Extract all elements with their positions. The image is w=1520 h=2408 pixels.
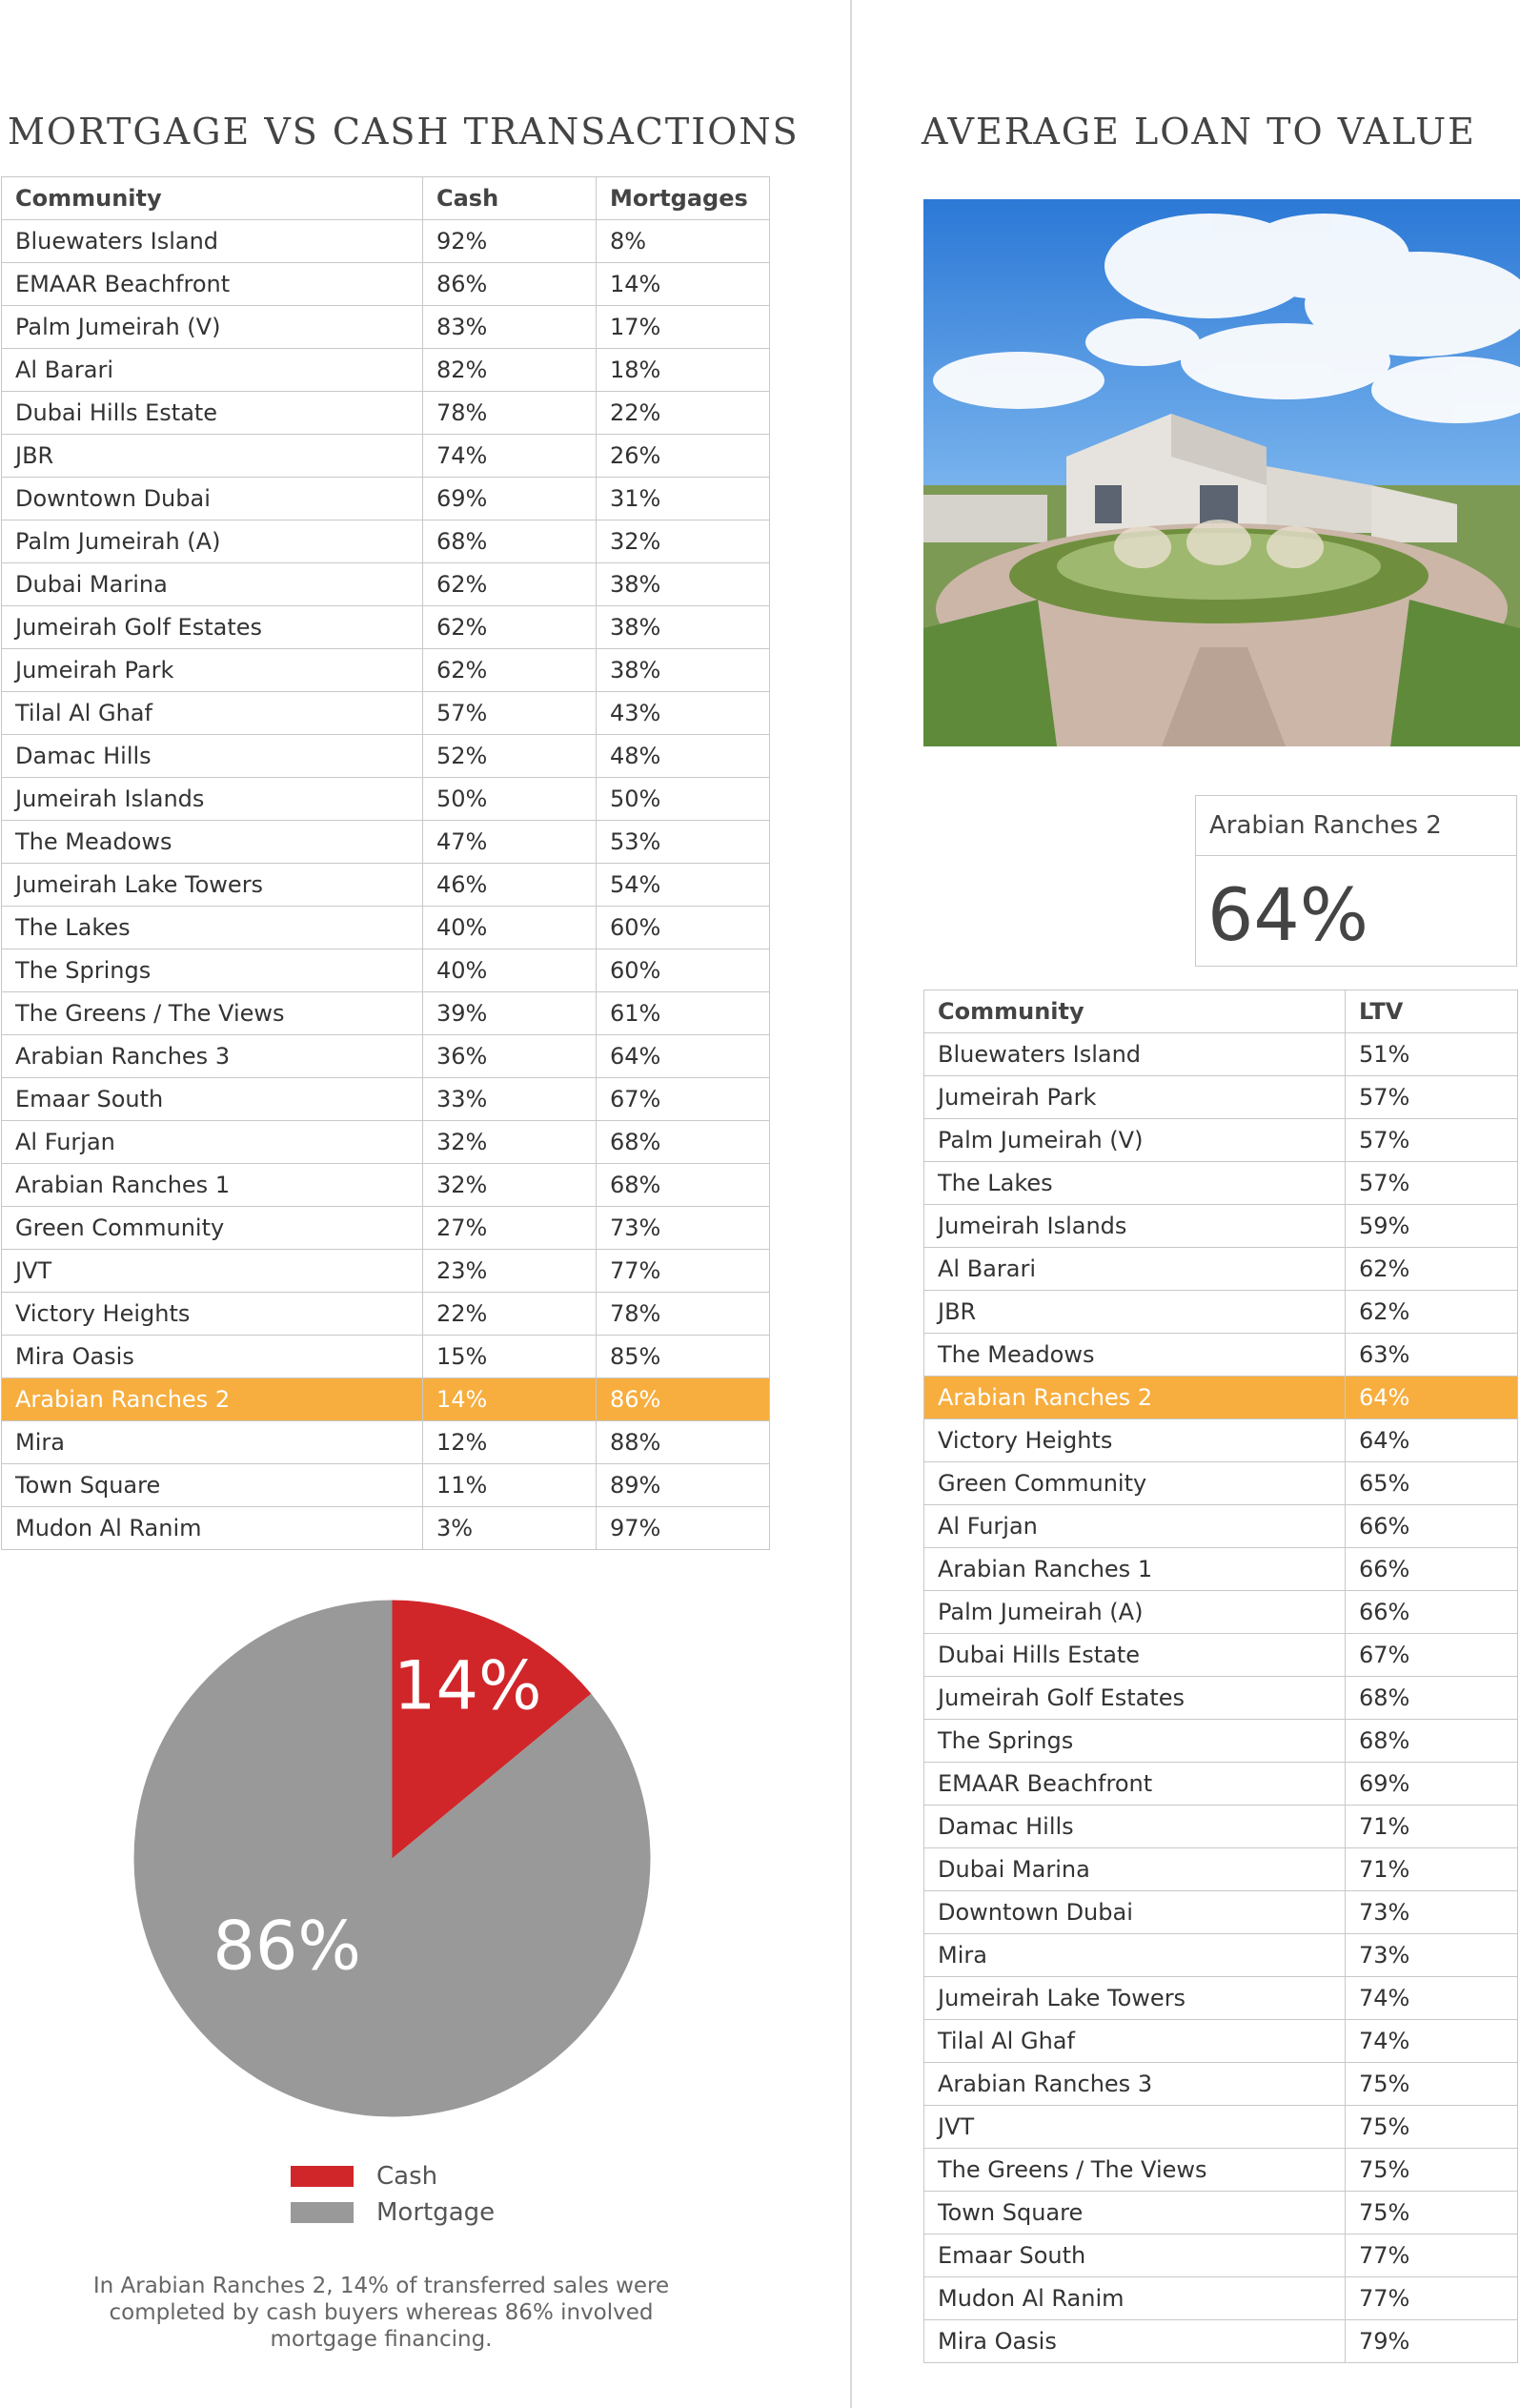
table-row	[2, 778, 770, 821]
community-cell: The Meadows	[2, 821, 423, 864]
column-divider	[850, 0, 852, 2408]
value-cell: 14%	[423, 1378, 597, 1421]
value-cell: 38%	[597, 649, 770, 692]
table-row	[924, 1119, 1518, 1162]
table-row	[924, 1462, 1518, 1505]
value-cell: 77%	[1346, 2235, 1518, 2277]
value-cell: 22%	[597, 392, 770, 435]
table-row	[2, 435, 770, 478]
table-row	[2, 263, 770, 306]
value-cell: 86%	[597, 1378, 770, 1421]
value-cell: 86%	[423, 263, 597, 306]
community-cell: Al Barari	[2, 349, 423, 392]
value-cell: 63%	[1346, 1334, 1518, 1377]
community-cell: Jumeirah Golf Estates	[2, 606, 423, 649]
value-cell: 78%	[423, 392, 597, 435]
value-cell: 74%	[1346, 2020, 1518, 2063]
table-header-row	[2, 177, 770, 220]
community-cell: Bluewaters Island	[924, 1033, 1346, 1076]
legend-label: Cash	[376, 2162, 438, 2191]
community-cell: JVT	[924, 2106, 1346, 2149]
table-row	[924, 1634, 1518, 1677]
table-row	[2, 1378, 770, 1421]
table-row	[924, 1891, 1518, 1934]
table-row	[924, 1934, 1518, 1977]
table-row	[924, 2063, 1518, 2106]
community-cell: Arabian Ranches 1	[2, 1164, 423, 1207]
value-cell: 40%	[423, 949, 597, 992]
community-cell: Dubai Hills Estate	[2, 392, 423, 435]
community-cell: Mira Oasis	[2, 1336, 423, 1378]
value-cell: 57%	[1346, 1076, 1518, 1119]
value-cell: 51%	[1346, 1033, 1518, 1076]
value-cell: 23%	[423, 1250, 597, 1293]
table-row	[2, 1164, 770, 1207]
table-row	[924, 1505, 1518, 1548]
value-cell: 8%	[597, 220, 770, 263]
community-cell: Damac Hills	[2, 735, 423, 778]
community-cell: EMAAR Beachfront	[2, 263, 423, 306]
community-cell: Mira	[924, 1934, 1346, 1977]
table-row	[2, 1035, 770, 1078]
table-row	[924, 1162, 1518, 1205]
community-cell: Mudon Al Ranim	[924, 2277, 1346, 2320]
value-cell: 50%	[597, 778, 770, 821]
community-cell: Jumeirah Lake Towers	[2, 864, 423, 907]
community-cell: Mira Oasis	[924, 2320, 1346, 2363]
table-row	[2, 949, 770, 992]
value-cell: 57%	[423, 692, 597, 735]
mortgage-cash-table	[1, 176, 770, 1550]
community-cell: Arabian Ranches 3	[924, 2063, 1346, 2106]
community-cell: Dubai Marina	[2, 563, 423, 606]
value-cell: 68%	[1346, 1720, 1518, 1763]
community-cell: Downtown Dubai	[2, 478, 423, 520]
table-row	[2, 1250, 770, 1293]
table-row	[2, 478, 770, 520]
table-row	[924, 1848, 1518, 1891]
value-cell: 79%	[1346, 2320, 1518, 2363]
table-row	[924, 2192, 1518, 2235]
table-row	[2, 821, 770, 864]
table-row	[2, 1336, 770, 1378]
table-row	[924, 1977, 1518, 2020]
community-cell: Tilal Al Ghaf	[2, 692, 423, 735]
value-cell: 36%	[423, 1035, 597, 1078]
value-cell: 68%	[423, 520, 597, 563]
value-cell: 77%	[597, 1250, 770, 1293]
community-cell: Town Square	[2, 1464, 423, 1507]
value-cell: 88%	[597, 1421, 770, 1464]
value-cell: 69%	[423, 478, 597, 520]
value-cell: 66%	[1346, 1505, 1518, 1548]
table-row	[924, 2235, 1518, 2277]
value-cell: 75%	[1346, 2106, 1518, 2149]
community-cell: Emaar South	[2, 1078, 423, 1121]
community-cell: The Springs	[924, 1720, 1346, 1763]
value-cell: 73%	[597, 1207, 770, 1250]
value-cell: 47%	[423, 821, 597, 864]
community-cell: Al Furjan	[2, 1121, 423, 1164]
value-cell: 82%	[423, 349, 597, 392]
table-row	[2, 349, 770, 392]
value-cell: 53%	[597, 821, 770, 864]
community-cell: Arabian Ranches 3	[2, 1035, 423, 1078]
value-cell: 73%	[1346, 1934, 1518, 1977]
table-row	[924, 1033, 1518, 1076]
value-cell: 67%	[1346, 1634, 1518, 1677]
table-row	[924, 2277, 1518, 2320]
highlight-ltv-value: 64%	[1207, 872, 1368, 957]
legend-item-mortgage	[291, 2194, 495, 2231]
value-cell: 57%	[1346, 1162, 1518, 1205]
table-row	[924, 1806, 1518, 1848]
community-cell: JBR	[924, 1291, 1346, 1334]
value-cell: 40%	[423, 907, 597, 949]
value-cell: 62%	[423, 606, 597, 649]
value-cell: 26%	[597, 435, 770, 478]
community-cell: JVT	[2, 1250, 423, 1293]
table-row	[924, 1720, 1518, 1763]
community-cell: Jumeirah Park	[2, 649, 423, 692]
community-cell: Jumeirah Park	[924, 1076, 1346, 1119]
community-cell: Bluewaters Island	[2, 220, 423, 263]
average-ltv-title: AVERAGE LOAN TO VALUE	[922, 111, 1476, 153]
community-cell: Palm Jumeirah (A)	[924, 1591, 1346, 1634]
table-row	[2, 907, 770, 949]
table-row	[2, 735, 770, 778]
value-cell: 73%	[1346, 1891, 1518, 1934]
value-cell: 61%	[597, 992, 770, 1035]
header-cash: Cash	[423, 177, 597, 220]
value-cell: 64%	[1346, 1377, 1518, 1419]
table-row	[924, 1334, 1518, 1377]
value-cell: 75%	[1346, 2192, 1518, 2235]
value-cell: 97%	[597, 1507, 770, 1550]
community-cell: Al Barari	[924, 1248, 1346, 1291]
value-cell: 71%	[1346, 1848, 1518, 1891]
cash-mortgage-pie-chart	[133, 1600, 651, 2117]
value-cell: 68%	[597, 1121, 770, 1164]
value-cell: 17%	[597, 306, 770, 349]
table-row	[924, 1205, 1518, 1248]
table-row	[924, 2106, 1518, 2149]
summary-note: In Arabian Ranches 2, 14% of transferred sales were completed by cash buyers whereas 86% involved mortgage financing.	[92, 2274, 670, 2352]
pie-label-mortgage: 86%	[213, 1907, 361, 1986]
header-community: Community	[924, 990, 1346, 1033]
table-row	[2, 606, 770, 649]
value-cell: 43%	[597, 692, 770, 735]
value-cell: 83%	[423, 306, 597, 349]
header-community: Community	[2, 177, 423, 220]
value-cell: 74%	[1346, 1977, 1518, 2020]
value-cell: 66%	[1346, 1591, 1518, 1634]
table-row	[924, 1076, 1518, 1119]
ltv-table	[923, 990, 1518, 2363]
community-cell: EMAAR Beachfront	[924, 1763, 1346, 1806]
community-cell: Palm Jumeirah (V)	[2, 306, 423, 349]
table-row	[924, 1763, 1518, 1806]
table-header-row	[924, 990, 1518, 1033]
value-cell: 46%	[423, 864, 597, 907]
community-cell: Jumeirah Golf Estates	[924, 1677, 1346, 1720]
highlight-box-separator	[1196, 855, 1516, 856]
community-cell: The Greens / The Views	[2, 992, 423, 1035]
community-cell: Green Community	[2, 1207, 423, 1250]
table-row	[924, 1377, 1518, 1419]
table-row	[924, 2320, 1518, 2363]
community-cell: Town Square	[924, 2192, 1346, 2235]
value-cell: 68%	[1346, 1677, 1518, 1720]
table-row	[2, 1207, 770, 1250]
table-row	[2, 1293, 770, 1336]
community-cell: Al Furjan	[924, 1505, 1346, 1548]
table-row	[2, 563, 770, 606]
community-cell: Palm Jumeirah (A)	[2, 520, 423, 563]
value-cell: 62%	[1346, 1248, 1518, 1291]
value-cell: 32%	[423, 1164, 597, 1207]
community-cell: Dubai Hills Estate	[924, 1634, 1346, 1677]
value-cell: 62%	[423, 563, 597, 606]
community-cell: The Meadows	[924, 1334, 1346, 1377]
table-row	[2, 520, 770, 563]
table-row	[2, 992, 770, 1035]
community-cell: Mudon Al Ranim	[2, 1507, 423, 1550]
value-cell: 32%	[597, 520, 770, 563]
value-cell: 32%	[423, 1121, 597, 1164]
table-row	[924, 1677, 1518, 1720]
value-cell: 14%	[597, 263, 770, 306]
value-cell: 59%	[1346, 1205, 1518, 1248]
table-row	[924, 1291, 1518, 1334]
table-row	[2, 1121, 770, 1164]
value-cell: 12%	[423, 1421, 597, 1464]
pie-label-cash: 14%	[393, 1646, 542, 1725]
legend-swatch	[291, 2202, 354, 2223]
table-row	[924, 2020, 1518, 2063]
community-cell: Damac Hills	[924, 1806, 1346, 1848]
table-row	[924, 1419, 1518, 1462]
community-cell: Jumeirah Lake Towers	[924, 1977, 1346, 2020]
value-cell: 60%	[597, 907, 770, 949]
value-cell: 74%	[423, 435, 597, 478]
value-cell: 39%	[423, 992, 597, 1035]
table-row	[2, 1421, 770, 1464]
value-cell: 57%	[1346, 1119, 1518, 1162]
value-cell: 62%	[423, 649, 597, 692]
value-cell: 77%	[1346, 2277, 1518, 2320]
value-cell: 50%	[423, 778, 597, 821]
table-row	[2, 392, 770, 435]
table-row	[2, 1464, 770, 1507]
community-cell: Downtown Dubai	[924, 1891, 1346, 1934]
legend-item-cash	[291, 2158, 495, 2194]
table-row	[2, 220, 770, 263]
community-cell: Mira	[2, 1421, 423, 1464]
value-cell: 75%	[1346, 2149, 1518, 2192]
community-cell: The Greens / The Views	[924, 2149, 1346, 2192]
value-cell: 78%	[597, 1293, 770, 1336]
value-cell: 60%	[597, 949, 770, 992]
community-cell: The Springs	[2, 949, 423, 992]
value-cell: 67%	[597, 1078, 770, 1121]
value-cell: 89%	[597, 1464, 770, 1507]
value-cell: 69%	[1346, 1763, 1518, 1806]
value-cell: 15%	[423, 1336, 597, 1378]
value-cell: 33%	[423, 1078, 597, 1121]
community-cell: Arabian Ranches 2	[924, 1377, 1346, 1419]
table-row	[924, 2149, 1518, 2192]
value-cell: 92%	[423, 220, 597, 263]
value-cell: 85%	[597, 1336, 770, 1378]
value-cell: 22%	[423, 1293, 597, 1336]
table-row	[2, 1507, 770, 1550]
community-cell: Victory Heights	[924, 1419, 1346, 1462]
mortgage-vs-cash-title: MORTGAGE VS CASH TRANSACTIONS	[8, 111, 800, 153]
community-cell: Arabian Ranches 1	[924, 1548, 1346, 1591]
value-cell: 18%	[597, 349, 770, 392]
header-ltv: LTV	[1346, 990, 1518, 1033]
table-row	[2, 306, 770, 349]
value-cell: 64%	[1346, 1419, 1518, 1462]
legend-swatch	[291, 2166, 354, 2187]
value-cell: 66%	[1346, 1548, 1518, 1591]
value-cell: 27%	[423, 1207, 597, 1250]
pie-legend	[291, 2158, 495, 2231]
highlight-ltv-box	[1195, 795, 1517, 967]
table-row	[2, 1078, 770, 1121]
value-cell: 52%	[423, 735, 597, 778]
community-cell: Jumeirah Islands	[2, 778, 423, 821]
community-cell: The Lakes	[924, 1162, 1346, 1205]
value-cell: 75%	[1346, 2063, 1518, 2106]
table-row	[2, 692, 770, 735]
value-cell: 68%	[597, 1164, 770, 1207]
value-cell: 38%	[597, 563, 770, 606]
legend-label: Mortgage	[376, 2198, 496, 2227]
value-cell: 11%	[423, 1464, 597, 1507]
table-row	[924, 1248, 1518, 1291]
community-cell: Victory Heights	[2, 1293, 423, 1336]
community-cell: Jumeirah Islands	[924, 1205, 1346, 1248]
value-cell: 48%	[597, 735, 770, 778]
value-cell: 71%	[1346, 1806, 1518, 1848]
table-row	[2, 864, 770, 907]
community-cell: Emaar South	[924, 2235, 1346, 2277]
community-cell: Green Community	[924, 1462, 1346, 1505]
value-cell: 31%	[597, 478, 770, 520]
value-cell: 64%	[597, 1035, 770, 1078]
table-row	[924, 1591, 1518, 1634]
community-cell: Palm Jumeirah (V)	[924, 1119, 1346, 1162]
value-cell: 38%	[597, 606, 770, 649]
community-cell: JBR	[2, 435, 423, 478]
value-cell: 62%	[1346, 1291, 1518, 1334]
community-cell: Dubai Marina	[924, 1848, 1346, 1891]
community-cell: The Lakes	[2, 907, 423, 949]
table-row	[2, 649, 770, 692]
highlight-community-label: Arabian Ranches 2	[1209, 811, 1442, 840]
value-cell: 54%	[597, 864, 770, 907]
table-row	[924, 1548, 1518, 1591]
villa-community-photo	[923, 199, 1520, 746]
community-cell: Tilal Al Ghaf	[924, 2020, 1346, 2063]
header-mortgages: Mortgages	[597, 177, 770, 220]
value-cell: 65%	[1346, 1462, 1518, 1505]
value-cell: 3%	[423, 1507, 597, 1550]
community-cell: Arabian Ranches 2	[2, 1378, 423, 1421]
